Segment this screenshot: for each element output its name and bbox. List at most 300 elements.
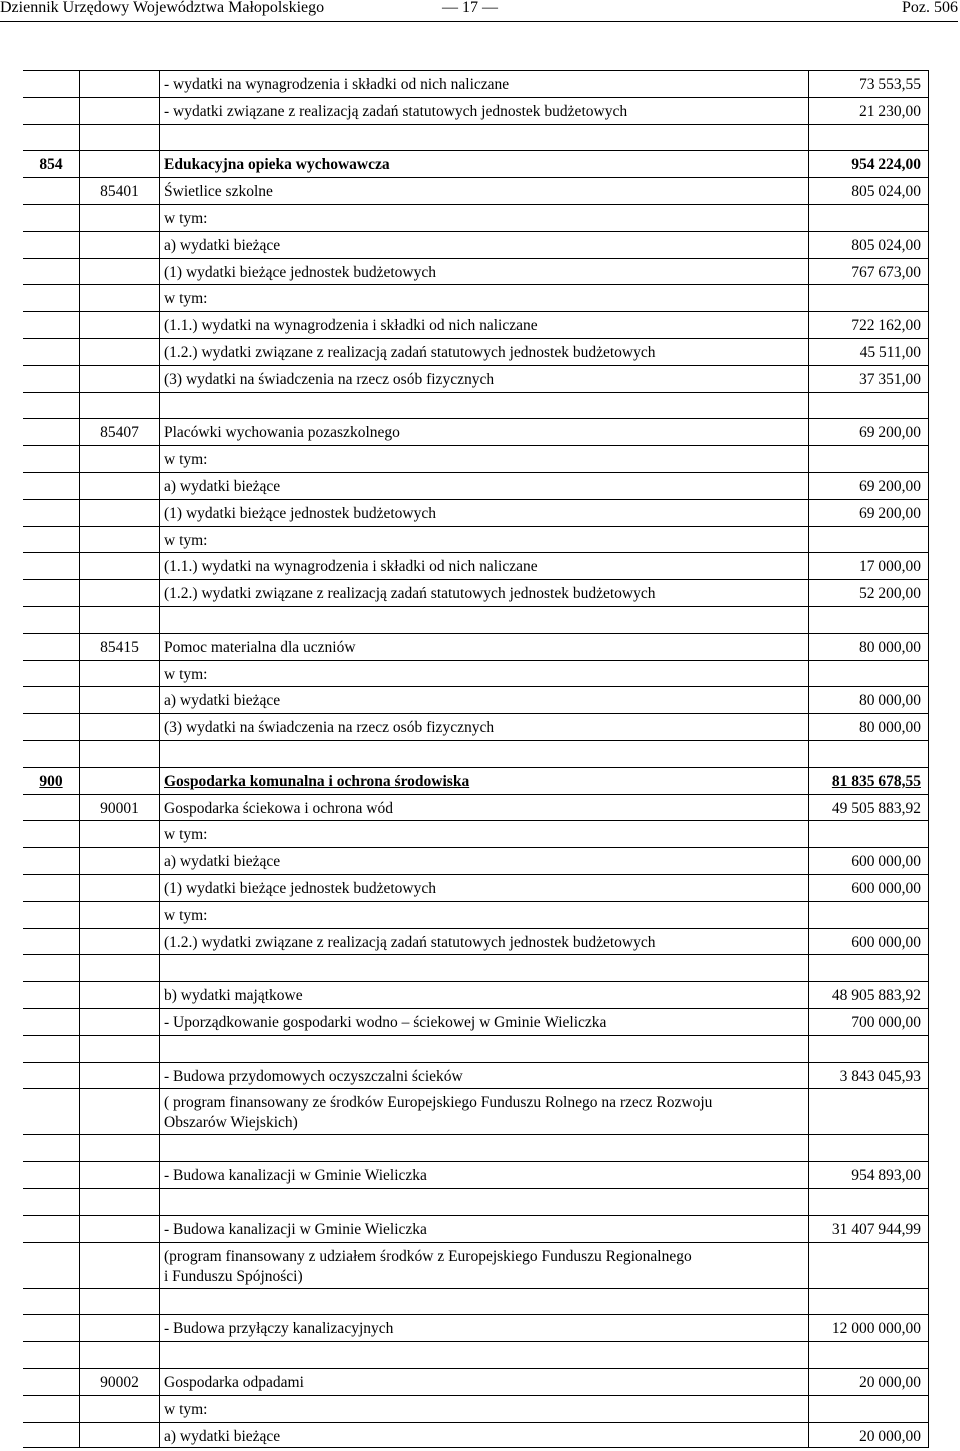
section-code-cell	[23, 125, 79, 151]
table-row	[23, 150, 929, 177]
item-description-cell	[159, 1216, 808, 1242]
item-description-cell	[159, 982, 808, 1008]
chapter-code-cell	[79, 1243, 159, 1288]
amount-cell	[808, 393, 929, 419]
item-description-cell	[159, 580, 808, 606]
chapter-code-cell	[79, 902, 159, 928]
table-row	[23, 338, 929, 365]
amount-cell	[808, 1315, 929, 1341]
amount-cell	[808, 607, 929, 633]
amount-cell	[808, 366, 929, 392]
amount-cell	[808, 205, 929, 231]
table-row	[23, 901, 929, 928]
amount-cell	[808, 1289, 929, 1315]
amount-cell	[808, 1089, 929, 1134]
item-description: - Uporządkowanie gospodarki wodno – ściekowej w Gminie Wieliczka	[164, 1014, 607, 1031]
amount-cell	[808, 71, 929, 97]
chapter-code-cell	[79, 714, 159, 740]
amount-cell	[808, 1189, 929, 1215]
amount-cell	[808, 741, 929, 767]
chapter-code: 85401	[100, 183, 139, 201]
item-description: Gospodarka komunalna i ochrona środowiska	[164, 772, 470, 790]
amount: 80 000,00	[859, 719, 921, 737]
item-description-cell	[159, 955, 808, 981]
table-row	[23, 499, 929, 526]
amount: 767 673,00	[851, 263, 921, 281]
item-description-cell	[159, 446, 808, 472]
table-row	[23, 874, 929, 901]
section-code-cell	[23, 1189, 79, 1215]
chapter-code: 85407	[100, 424, 139, 442]
section-code-cell	[23, 285, 79, 311]
table-row	[23, 1215, 929, 1242]
position-number: Poz. 506	[902, 0, 958, 16]
section-code-cell	[23, 259, 79, 285]
table-row	[23, 70, 929, 97]
item-description: - Budowa przyłączy kanalizacyjnych	[164, 1320, 394, 1338]
chapter-code: 90002	[100, 1374, 139, 1391]
item-description-cell	[159, 661, 808, 687]
amount: 31 407 944,99	[831, 1220, 921, 1238]
amount-cell	[808, 714, 929, 740]
chapter-code-cell	[79, 1135, 159, 1161]
item-description-cell	[159, 285, 808, 311]
amount-cell	[808, 1396, 929, 1422]
amount-cell	[808, 339, 929, 365]
table-row	[23, 445, 929, 472]
amount: 49 505 883,92	[831, 799, 921, 817]
item-description-cell	[159, 259, 808, 285]
amount: 700 000,00	[851, 1014, 921, 1031]
amount: 12 000 000,00	[831, 1320, 921, 1338]
item-description: b) wydatki majątkowe	[164, 987, 303, 1005]
chapter-code-cell	[79, 366, 159, 392]
item-description-line2: Obszarów Wiejskich)	[164, 1114, 298, 1132]
table-row	[23, 258, 929, 285]
item-description-cell	[159, 1063, 808, 1089]
section-code-cell	[23, 151, 79, 177]
section-code-cell	[23, 1135, 79, 1161]
amount-cell	[808, 848, 929, 874]
item-description: Gospodarka ściekowa i ochrona wód	[164, 799, 393, 817]
section-code-cell	[23, 366, 79, 392]
chapter-code-cell	[79, 151, 159, 177]
item-description-cell	[159, 500, 808, 526]
amount-cell	[808, 178, 929, 204]
amount-cell	[808, 151, 929, 177]
section-code-cell	[23, 232, 79, 258]
amount: 81 835 678,55	[831, 772, 921, 790]
section-code-cell	[23, 687, 79, 713]
amount: 48 905 883,92	[831, 987, 921, 1005]
section-code-cell	[23, 1243, 79, 1288]
item-description: w tym:	[164, 906, 208, 924]
section-code-cell	[23, 71, 79, 97]
chapter-code-cell	[79, 1423, 159, 1448]
chapter-code-cell	[79, 607, 159, 633]
item-description: (1.2.) wydatki związane z realizacją zadań statutowych jednostek budżetowych	[164, 344, 656, 361]
amount: 20 000,00	[859, 1374, 921, 1391]
item-description-cell	[159, 1089, 808, 1134]
section-code-cell	[23, 339, 79, 365]
item-description-cell	[159, 151, 808, 177]
item-description-cell	[159, 1289, 808, 1315]
item-description-cell	[159, 821, 808, 847]
section-code-cell	[23, 473, 79, 499]
item-description: - wydatki związane z realizacją zadań statutowych jednostek budżetowych	[164, 102, 628, 120]
table-row	[23, 124, 929, 151]
amount: 45 511,00	[859, 344, 921, 361]
section-code-cell	[23, 580, 79, 606]
section-code-cell	[23, 875, 79, 901]
item-description: - Budowa kanalizacji w Gminie Wieliczka	[164, 1220, 427, 1238]
table-row	[23, 526, 929, 553]
item-description: (1) wydatki bieżące jednostek budżetowych	[164, 263, 437, 281]
table-row	[23, 740, 929, 767]
amount: 805 024,00	[851, 236, 921, 254]
item-description-cell	[159, 527, 808, 553]
chapter-code-cell	[79, 929, 159, 955]
chapter-code-cell	[79, 125, 159, 151]
amount-cell	[808, 98, 929, 124]
amount: 69 200,00	[859, 424, 921, 442]
section-code-cell	[23, 446, 79, 472]
item-description: Placówki wychowania pozaszkolnego	[164, 424, 400, 442]
amount: 21 230,00	[859, 102, 921, 120]
chapter-code-cell	[79, 1289, 159, 1315]
amount-cell	[808, 553, 929, 579]
chapter-code-cell	[79, 1009, 159, 1035]
item-description: w tym:	[164, 1400, 208, 1418]
section-code-cell	[23, 634, 79, 660]
chapter-code-cell	[79, 527, 159, 553]
chapter-code-cell	[79, 1036, 159, 1062]
table-row	[23, 981, 929, 1008]
chapter-code-cell	[79, 1396, 159, 1422]
amount: 600 000,00	[851, 853, 921, 871]
section-code-cell	[23, 607, 79, 633]
amount-cell	[808, 687, 929, 713]
table-row	[23, 1288, 929, 1315]
item-description: (1.2.) wydatki związane z realizacją zadań statutowych jednostek budżetowych	[164, 585, 656, 603]
table-row	[23, 1161, 929, 1188]
amount-cell	[808, 1009, 929, 1035]
table-row	[23, 1062, 929, 1089]
section-code-cell	[23, 768, 79, 794]
item-description-cell	[159, 1243, 808, 1288]
section-code-cell	[23, 1289, 79, 1315]
table-row	[23, 606, 929, 633]
section-code-cell	[23, 1036, 79, 1062]
chapter-code-cell	[79, 1342, 159, 1368]
chapter-code: 85415	[100, 638, 139, 656]
section-code-cell	[23, 1396, 79, 1422]
amount-cell	[808, 795, 929, 821]
table-row	[23, 1035, 929, 1062]
table-row	[23, 418, 929, 445]
section-code-cell	[23, 902, 79, 928]
section-code-cell	[23, 982, 79, 1008]
chapter-code-cell	[79, 580, 159, 606]
chapter-code-cell	[79, 821, 159, 847]
chapter-code-cell	[79, 741, 159, 767]
section-code-cell	[23, 821, 79, 847]
table-row	[23, 633, 929, 660]
item-description-cell	[159, 125, 808, 151]
amount-cell	[808, 125, 929, 151]
amount-cell	[808, 661, 929, 687]
amount-cell	[808, 1135, 929, 1161]
chapter-code-cell	[79, 446, 159, 472]
table-row	[23, 954, 929, 981]
amount-cell	[808, 1423, 929, 1448]
chapter-code-cell	[79, 687, 159, 713]
item-description-cell	[159, 419, 808, 445]
item-description: a) wydatki bieżące	[164, 853, 281, 871]
chapter-code-cell	[79, 259, 159, 285]
section-code-cell	[23, 1216, 79, 1242]
amount: 600 000,00	[851, 880, 921, 897]
item-description: w tym:	[164, 826, 208, 844]
table-row	[23, 686, 929, 713]
amount: 52 200,00	[859, 585, 921, 603]
amount-cell	[808, 232, 929, 258]
section-code-cell	[23, 1315, 79, 1341]
chapter-code-cell	[79, 232, 159, 258]
section-code-cell	[23, 1162, 79, 1188]
amount: 37 351,00	[859, 370, 921, 388]
amount: 20 000,00	[859, 1427, 921, 1445]
amount-cell	[808, 1369, 929, 1395]
amount-cell	[808, 580, 929, 606]
section-code-cell	[23, 929, 79, 955]
amount: 80 000,00	[859, 638, 921, 656]
amount: 80 000,00	[859, 692, 921, 710]
section-code-cell	[23, 1423, 79, 1448]
section-code-cell	[23, 205, 79, 231]
item-description: Edukacyjna opieka wychowawcza	[164, 156, 390, 174]
section-code-cell	[23, 1063, 79, 1089]
item-description: (program finansowany z udziałem środków z Europejskiego Funduszu Regionalnego	[164, 1247, 692, 1265]
chapter-code-cell	[79, 285, 159, 311]
chapter-code-cell	[79, 1063, 159, 1089]
section-code-cell	[23, 1342, 79, 1368]
table-row	[23, 767, 929, 794]
table-row	[23, 1242, 929, 1288]
item-description-cell	[159, 1009, 808, 1035]
section-code: 854	[39, 156, 63, 174]
table-row	[23, 311, 929, 338]
item-description-cell	[159, 795, 808, 821]
amount: 954 893,00	[851, 1167, 921, 1185]
item-description-cell	[159, 1162, 808, 1188]
item-description-cell	[159, 929, 808, 955]
section-code-cell	[23, 1089, 79, 1134]
amount-cell	[808, 875, 929, 901]
chapter-code-cell	[79, 553, 159, 579]
table-row	[23, 284, 929, 311]
chapter-code: 90001	[100, 799, 139, 817]
amount-cell	[808, 527, 929, 553]
section-code-cell	[23, 661, 79, 687]
item-description-line2: i Funduszu Spójności)	[164, 1267, 303, 1285]
item-description: - Budowa przydomowych oczyszczalni ścieków	[164, 1067, 463, 1085]
item-description: w tym:	[164, 531, 208, 549]
amount: 69 200,00	[859, 478, 921, 495]
item-description: (1.1.) wydatki na wynagrodzenia i składki od nich naliczane	[164, 317, 538, 335]
item-description-cell	[159, 875, 808, 901]
chapter-code-cell	[79, 1189, 159, 1215]
chapter-code-cell	[79, 205, 159, 231]
amount-cell	[808, 821, 929, 847]
item-description-cell	[159, 1396, 808, 1422]
amount: 73 553,55	[859, 76, 921, 93]
amount: 17 000,00	[859, 558, 921, 576]
item-description-cell	[159, 902, 808, 928]
amount-cell	[808, 634, 929, 660]
amount: 600 000,00	[851, 933, 921, 951]
table-row	[23, 1088, 929, 1134]
table-row	[23, 660, 929, 687]
chapter-code-cell	[79, 1216, 159, 1242]
table-row	[23, 1341, 929, 1368]
item-description: (1) wydatki bieżące jednostek budżetowych	[164, 504, 437, 522]
amount-cell	[808, 419, 929, 445]
table-row	[23, 552, 929, 579]
amount-cell	[808, 1243, 929, 1288]
item-description: a) wydatki bieżące	[164, 236, 281, 254]
section-code-cell	[23, 741, 79, 767]
item-description-cell	[159, 366, 808, 392]
chapter-code-cell	[79, 1369, 159, 1395]
chapter-code-cell	[79, 768, 159, 794]
table-row	[23, 579, 929, 606]
item-description-cell	[159, 1189, 808, 1215]
item-description: Gospodarka odpadami	[164, 1374, 304, 1391]
amount-cell	[808, 955, 929, 981]
amount: 3 843 045,93	[839, 1067, 921, 1085]
item-description-cell	[159, 634, 808, 660]
amount-cell	[808, 473, 929, 499]
item-description-cell	[159, 339, 808, 365]
amount: 805 024,00	[851, 183, 921, 201]
item-description-cell	[159, 1423, 808, 1448]
amount-cell	[808, 285, 929, 311]
item-description-cell	[159, 553, 808, 579]
table-row	[23, 392, 929, 419]
item-description-cell	[159, 1342, 808, 1368]
amount-cell	[808, 929, 929, 955]
amount-cell	[808, 902, 929, 928]
table-row	[23, 1008, 929, 1035]
table-row	[23, 204, 929, 231]
section-code-cell	[23, 500, 79, 526]
item-description: w tym:	[164, 665, 208, 683]
chapter-code-cell	[79, 982, 159, 1008]
amount: 69 200,00	[859, 504, 921, 522]
table-row	[23, 231, 929, 258]
section-code-cell	[23, 955, 79, 981]
item-description-cell	[159, 393, 808, 419]
item-description-cell	[159, 768, 808, 794]
table-row	[23, 847, 929, 874]
item-description: (3) wydatki na świadczenia na rzecz osób fizycznych	[164, 719, 495, 737]
chapter-code-cell	[79, 393, 159, 419]
chapter-code-cell	[79, 473, 159, 499]
journal-title: Dziennik Urzędowy Województwa Małopolskiego	[0, 0, 325, 16]
item-description: w tym:	[164, 210, 208, 227]
page-number: — 17 —	[442, 0, 498, 16]
section-code-cell	[23, 795, 79, 821]
amount-cell	[808, 1036, 929, 1062]
amount-cell	[808, 312, 929, 338]
chapter-code-cell	[79, 955, 159, 981]
item-description-cell	[159, 1315, 808, 1341]
section-code-cell	[23, 419, 79, 445]
item-description: (1.2.) wydatki związane z realizacją zadań statutowych jednostek budżetowych	[164, 933, 656, 951]
item-description-cell	[159, 232, 808, 258]
item-description: (3) wydatki na świadczenia na rzecz osób fizycznych	[164, 370, 495, 388]
item-description-cell	[159, 473, 808, 499]
table-row	[23, 472, 929, 499]
item-description-cell	[159, 312, 808, 338]
chapter-code-cell	[79, 419, 159, 445]
chapter-code-cell	[79, 339, 159, 365]
chapter-code-cell	[79, 178, 159, 204]
item-description: w tym:	[164, 290, 208, 308]
table-row	[23, 1368, 929, 1395]
table-row	[23, 928, 929, 955]
chapter-code-cell	[79, 98, 159, 124]
amount-cell	[808, 500, 929, 526]
item-description: ( program finansowany ze środków Europejskiego Funduszu Rolnego na rzecz Rozwoju	[164, 1094, 713, 1112]
amount-cell	[808, 768, 929, 794]
chapter-code-cell	[79, 1315, 159, 1341]
item-description: (1.1.) wydatki na wynagrodzenia i składki od nich naliczane	[164, 558, 538, 576]
item-description-cell	[159, 205, 808, 231]
amount-cell	[808, 1342, 929, 1368]
table-row	[23, 820, 929, 847]
chapter-code-cell	[79, 1089, 159, 1134]
table-row	[23, 1422, 929, 1449]
amount: 954 224,00	[851, 156, 921, 174]
item-description-cell	[159, 178, 808, 204]
chapter-code-cell	[79, 848, 159, 874]
amount-cell	[808, 1216, 929, 1242]
table-row	[23, 365, 929, 392]
item-description: w tym:	[164, 451, 208, 469]
chapter-code-cell	[79, 71, 159, 97]
section-code-cell	[23, 1369, 79, 1395]
section-code-cell	[23, 312, 79, 338]
chapter-code-cell	[79, 500, 159, 526]
item-description-cell	[159, 1369, 808, 1395]
chapter-code-cell	[79, 312, 159, 338]
section-code-cell	[23, 393, 79, 419]
section-code-cell	[23, 848, 79, 874]
chapter-code-cell	[79, 875, 159, 901]
table-row	[23, 97, 929, 124]
chapter-code-cell	[79, 1162, 159, 1188]
item-description: a) wydatki bieżące	[164, 692, 281, 710]
item-description: a) wydatki bieżące	[164, 1427, 281, 1445]
item-description-cell	[159, 741, 808, 767]
amount-cell	[808, 1162, 929, 1188]
table-row	[23, 713, 929, 740]
item-description: a) wydatki bieżące	[164, 478, 281, 495]
amount-cell	[808, 446, 929, 472]
table-row	[23, 794, 929, 821]
